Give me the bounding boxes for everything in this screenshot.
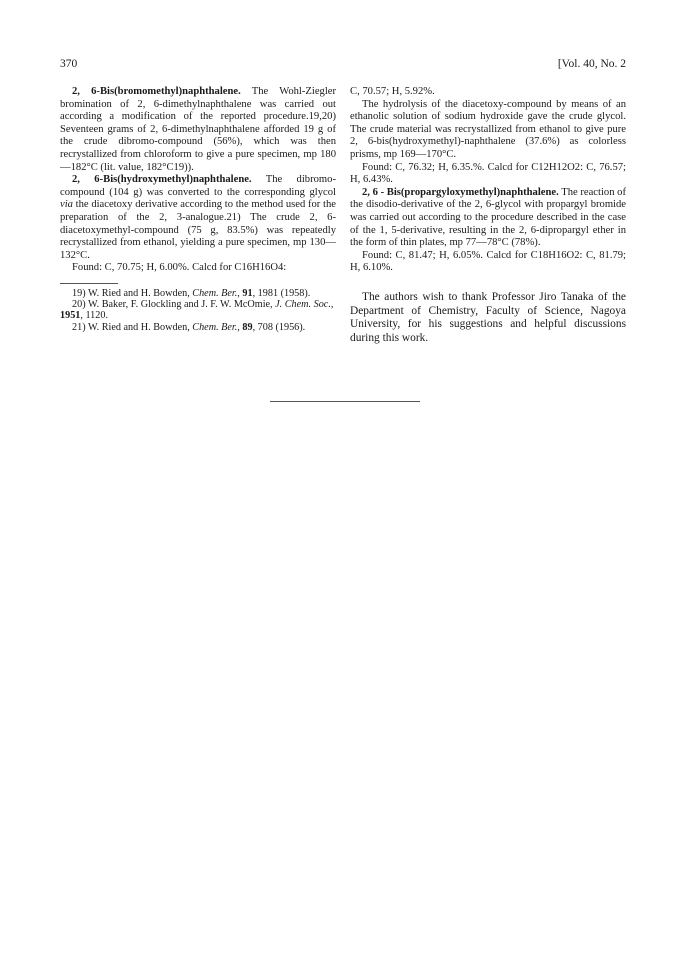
paragraph-text: The Wohl-Ziegler bromination of 2, 6-dimethylnaphthalene was carried out according a modification of the reported procedure.19,20) Seventeen grams of 2, 6-dimethylnaphthalene afforded 19 g of the crude dibromo-compound (56%), which was then recrystallized from chloroform to give a pure specimen, mp 180—182°C (lit. value, 182°C19)). (60, 86, 336, 173)
paragraph-text: the diacetoxy derivative according to the method used for the preparation of the 2, 3-analogue.21) The crude 2, 6-diacetoxymethyl-compound (75 g, 83.5%) was repeatedly recrystallized from ethanol, yielding a pure specimen, mp 130—132°C. (60, 199, 336, 261)
hydrolysis-paragraph: The hydrolysis of the diacetoxy-compound by means of an ethanolic solution of sodium hydroxide gave the crude glycol. The crude material was recrystallized from ethanol to give pure 2, 6-bis(hydroxymethyl)-naphthalene (37.6%) as colorless prisms, mp 169—170°C. (350, 98, 626, 160)
footnote-authors: W. Ried and H. Bowden, (87, 287, 193, 299)
paragraph-text: The dibromo-compound (104 g) was converted to the corresponding glycol (60, 174, 336, 198)
footnote-number: 20) (72, 299, 86, 311)
footnote-pages: , 1981 (1958). (252, 287, 311, 299)
volume-issue: [Vol. 40, No. 2 (557, 58, 626, 70)
footnote-authors: W. Ried and H. Bowden, (87, 321, 193, 333)
footnote-pages: , 708 (1956). (252, 321, 306, 333)
left-column (60, 86, 336, 333)
footnote-divider (60, 283, 118, 284)
footnote-number: 21) (72, 321, 86, 333)
footnotes (60, 288, 336, 333)
footnote-21: 21) W. Ried and H. Bowden, Chem. Ber., 89, 708 (1956). (72, 321, 306, 333)
section-propargyloxymethyl (350, 187, 626, 250)
end-divider (270, 401, 420, 402)
footnote-volume: 1951 (60, 310, 81, 322)
footnote-volume: 91 (242, 287, 253, 299)
footnote-authors: W. Baker, F. Glockling and J. F. W. McOmie, (87, 299, 276, 311)
analysis-line: Found: C, 81.47; H, 6.05%. Calcd for C18H16O2: C, 81.79; H, 6.10%. (350, 249, 626, 274)
footnote-journal: J. Chem. Soc. (275, 299, 331, 311)
section-hydroxymethyl (60, 174, 336, 262)
paragraph-text: The reaction of the disodio-derivative of the 2, 6-glycol with propargyl bromide was carried out according to the procedure described in the case of the 1, 5-derivative, resulting in the 2, 6-dipropargyl ether in the form of thin plates, mp 77—78°C (78%). (350, 186, 626, 249)
page-number: 370 (60, 58, 78, 70)
section-heading: 2, 6 - Bis(propargyloxymethyl)naphthalene. (362, 186, 559, 198)
analysis-line: Found: C, 76.32; H, 6.35.%. Calcd for C12H12O2: C, 76.57; H, 6.43%. (350, 161, 626, 186)
section-bromomethyl (60, 86, 336, 174)
footnote-journal: Chem. Ber. (192, 321, 238, 333)
page-header (60, 58, 626, 72)
footnote-number: 19) (72, 287, 86, 299)
footnote-19: 19) W. Ried and H. Bowden, Chem. Ber., 91, 1981 (1958). (72, 287, 311, 299)
section-heading: 2, 6-Bis(hydroxymethyl)naphthalene. (72, 174, 252, 186)
analysis-line: Found: C, 70.75; H, 6.00%. Calcd for C16H16O4: (72, 262, 287, 274)
acknowledgement: The authors wish to thank Professor Jiro Tanaka of the Department of Chemistry, Faculty of Science, Nagoya University, for his suggestions and helpful discussions during this work. (350, 290, 626, 344)
right-column (350, 86, 626, 345)
footnote-volume: 89 (242, 321, 253, 333)
footnote-20: 20) W. Baker, F. Glockling and J. F. W. McOmie, J. Chem. Soc., 1951, 1120. (60, 299, 334, 322)
section-heading: 2, 6-Bis(bromomethyl)naphthalene. (72, 86, 241, 97)
footnote-pages: , 1120. (80, 310, 109, 322)
analysis-continued: C, 70.57; H, 5.92%. (350, 86, 435, 97)
footnote-journal: Chem. Ber. (192, 287, 238, 299)
italic-via: via (60, 199, 73, 211)
